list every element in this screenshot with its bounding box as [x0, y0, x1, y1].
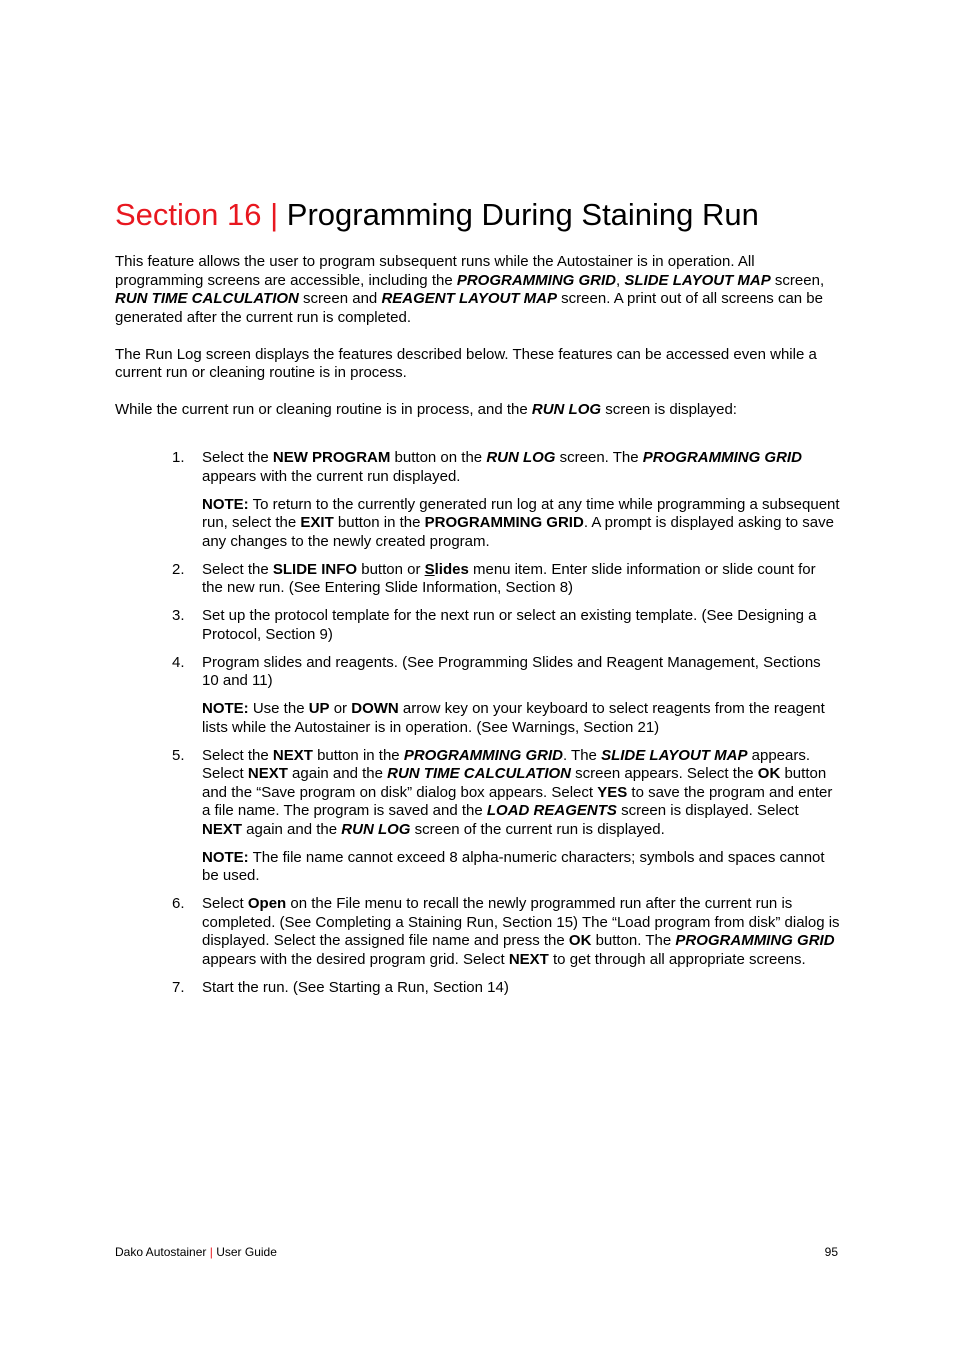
- term: SLIDE LAYOUT MAP: [601, 746, 748, 764]
- step-text: [202, 895, 840, 969]
- text: While the current run or cleaning routine is in process, and the: [115, 401, 532, 418]
- intro-paragraph-1: [115, 253, 845, 327]
- text: appears. Select: [202, 746, 811, 782]
- term: lides: [434, 560, 469, 578]
- term: RUN TIME CALCULATION: [115, 290, 299, 307]
- step-6: [172, 895, 840, 969]
- step-number: 3.: [172, 607, 185, 624]
- page-footer: [115, 1244, 838, 1260]
- text: Select the: [202, 560, 273, 578]
- note-label: NOTE:: [202, 495, 249, 513]
- note: [202, 849, 840, 886]
- text: button and the “Save program on disk” dialog box appears. Select: [202, 765, 827, 801]
- term: PROGRAMMING GRID: [675, 932, 835, 949]
- text: again and the: [287, 765, 388, 782]
- term: RUN TIME CALCULATION: [387, 765, 572, 782]
- step-number: 7.: [172, 978, 185, 996]
- term: UP: [308, 700, 330, 717]
- step-2: [172, 561, 840, 598]
- text: Use the: [248, 700, 309, 717]
- note-label: NOTE:: [202, 848, 249, 866]
- text: button in the: [333, 514, 425, 531]
- step-number: 5.: [172, 746, 185, 764]
- text: To return to the currently generated run log at any time while programming a subsequent run, select the: [202, 495, 840, 531]
- text: screen of the current run is displayed.: [410, 820, 665, 838]
- footer-product: Dako Autostainer: [115, 1245, 210, 1259]
- term: YES: [597, 783, 628, 801]
- note-label: NOTE:: [202, 700, 249, 717]
- term: Open: [247, 895, 287, 912]
- section-number: Section 16 |: [115, 197, 279, 232]
- term: SLIDE INFO: [272, 560, 358, 578]
- term: REAGENT LAYOUT MAP: [381, 290, 557, 307]
- term: EXIT: [300, 514, 334, 531]
- text: screen appears. Select the: [571, 765, 758, 782]
- text: appears with the current run displayed.: [202, 467, 461, 485]
- term: PROGRAMMING GRID: [456, 271, 617, 289]
- text: menu item. Enter slide information or slide count for the new run. (See Entering Slide Information, Section 8): [202, 560, 816, 596]
- intro-paragraph-3: [115, 401, 845, 420]
- text: button or: [357, 560, 425, 578]
- step-text: [202, 449, 840, 486]
- footer-separator: |: [209, 1245, 213, 1259]
- step-number: 1.: [172, 449, 185, 466]
- term: NEW PROGRAM: [272, 449, 391, 466]
- text: screen is displayed:: [601, 401, 737, 418]
- footer-guide: User Guide: [212, 1245, 277, 1259]
- text: screen and: [298, 290, 382, 307]
- step-text: [202, 747, 840, 840]
- text: . A prompt is displayed asking to save any changes to the newly created program.: [202, 514, 834, 550]
- mnemonic-letter: S: [424, 560, 435, 578]
- step-1: [172, 449, 840, 551]
- step-3: [172, 607, 840, 644]
- text: screen. A print out of all screens can be generated after the current run is completed.: [115, 290, 823, 326]
- text: screen. The: [555, 449, 643, 466]
- term: PROGRAMMING GRID: [424, 514, 584, 531]
- text: The file name cannot exceed 8 alpha-numeric characters; symbols and spaces cannot be used.: [202, 848, 825, 884]
- text: screen,: [770, 271, 825, 289]
- term: SLIDE LAYOUT MAP: [624, 271, 771, 289]
- section-title: Programming During Staining Run: [278, 197, 759, 232]
- text: on the File menu to recall the newly programmed run after the current run is completed. (See Completing a Staining Run, Section 15) The “Load program from disk” dialog is displayed. Select the assigned file name and press the: [202, 895, 840, 949]
- text: This feature allows the user to program subsequent runs while the Autostainer is in operation. All programming screens are accessible, including the: [115, 253, 755, 289]
- term: NEXT: [202, 820, 243, 838]
- intro-text: [115, 253, 845, 438]
- text: arrow key on your keyboard to select reagents from the reagent lists while the Autostainer is in operation. (See Warnings, Section 21): [202, 700, 825, 736]
- text: appears with the desired program grid. Select: [202, 950, 509, 968]
- text: Select the: [202, 746, 273, 764]
- text: button on the: [390, 449, 487, 466]
- term: RUN LOG: [341, 820, 411, 838]
- step-number: 4.: [172, 653, 185, 671]
- text: . The: [562, 746, 602, 764]
- term: NEXT: [272, 746, 313, 764]
- step-number: 2.: [172, 560, 185, 578]
- note: [202, 700, 840, 737]
- term: DOWN: [351, 700, 399, 717]
- text: or: [329, 700, 352, 717]
- text: button. The: [591, 932, 676, 949]
- text: to save the program and enter a file name. The program is saved and the: [202, 783, 833, 819]
- step-text: Set up the protocol template for the next run or select an existing template. (See Designing a Protocol, Section 9): [202, 607, 817, 643]
- text: screen is displayed. Select: [616, 802, 799, 819]
- text: again and the: [242, 820, 342, 838]
- term: NEXT: [247, 765, 288, 782]
- step-text: Start the run. (See Starting a Run, Section 14): [202, 978, 509, 996]
- term: LOAD REAGENTS: [486, 802, 617, 819]
- text: Select the: [202, 449, 273, 466]
- term: NEXT: [508, 950, 549, 968]
- term: PROGRAMMING GRID: [642, 449, 802, 466]
- text: to get through all appropriate screens.: [548, 950, 806, 968]
- term: RUN LOG: [531, 401, 602, 418]
- note: [202, 496, 840, 552]
- term: RUN LOG: [486, 449, 556, 466]
- term: OK: [568, 932, 592, 949]
- page-title: [115, 193, 759, 237]
- term: OK: [757, 765, 781, 782]
- step-5: [172, 747, 840, 886]
- text: ,: [616, 271, 625, 289]
- text: Select: [202, 895, 248, 912]
- steps-list: [172, 449, 840, 1007]
- step-text: Program slides and reagents. (See Programming Slides and Reagent Management, Sections 10 and 11): [202, 653, 821, 689]
- text: button in the: [312, 746, 404, 764]
- page-number: 95: [824, 1245, 838, 1259]
- step-7: [172, 979, 840, 998]
- step-text: [202, 561, 840, 598]
- step-4: [172, 654, 840, 738]
- term: PROGRAMMING GRID: [403, 746, 563, 764]
- intro-paragraph-2: The Run Log screen displays the features described below. These features can be accessed even while a current run or cleaning routine is in process.: [115, 345, 817, 381]
- step-number: 6.: [172, 895, 185, 912]
